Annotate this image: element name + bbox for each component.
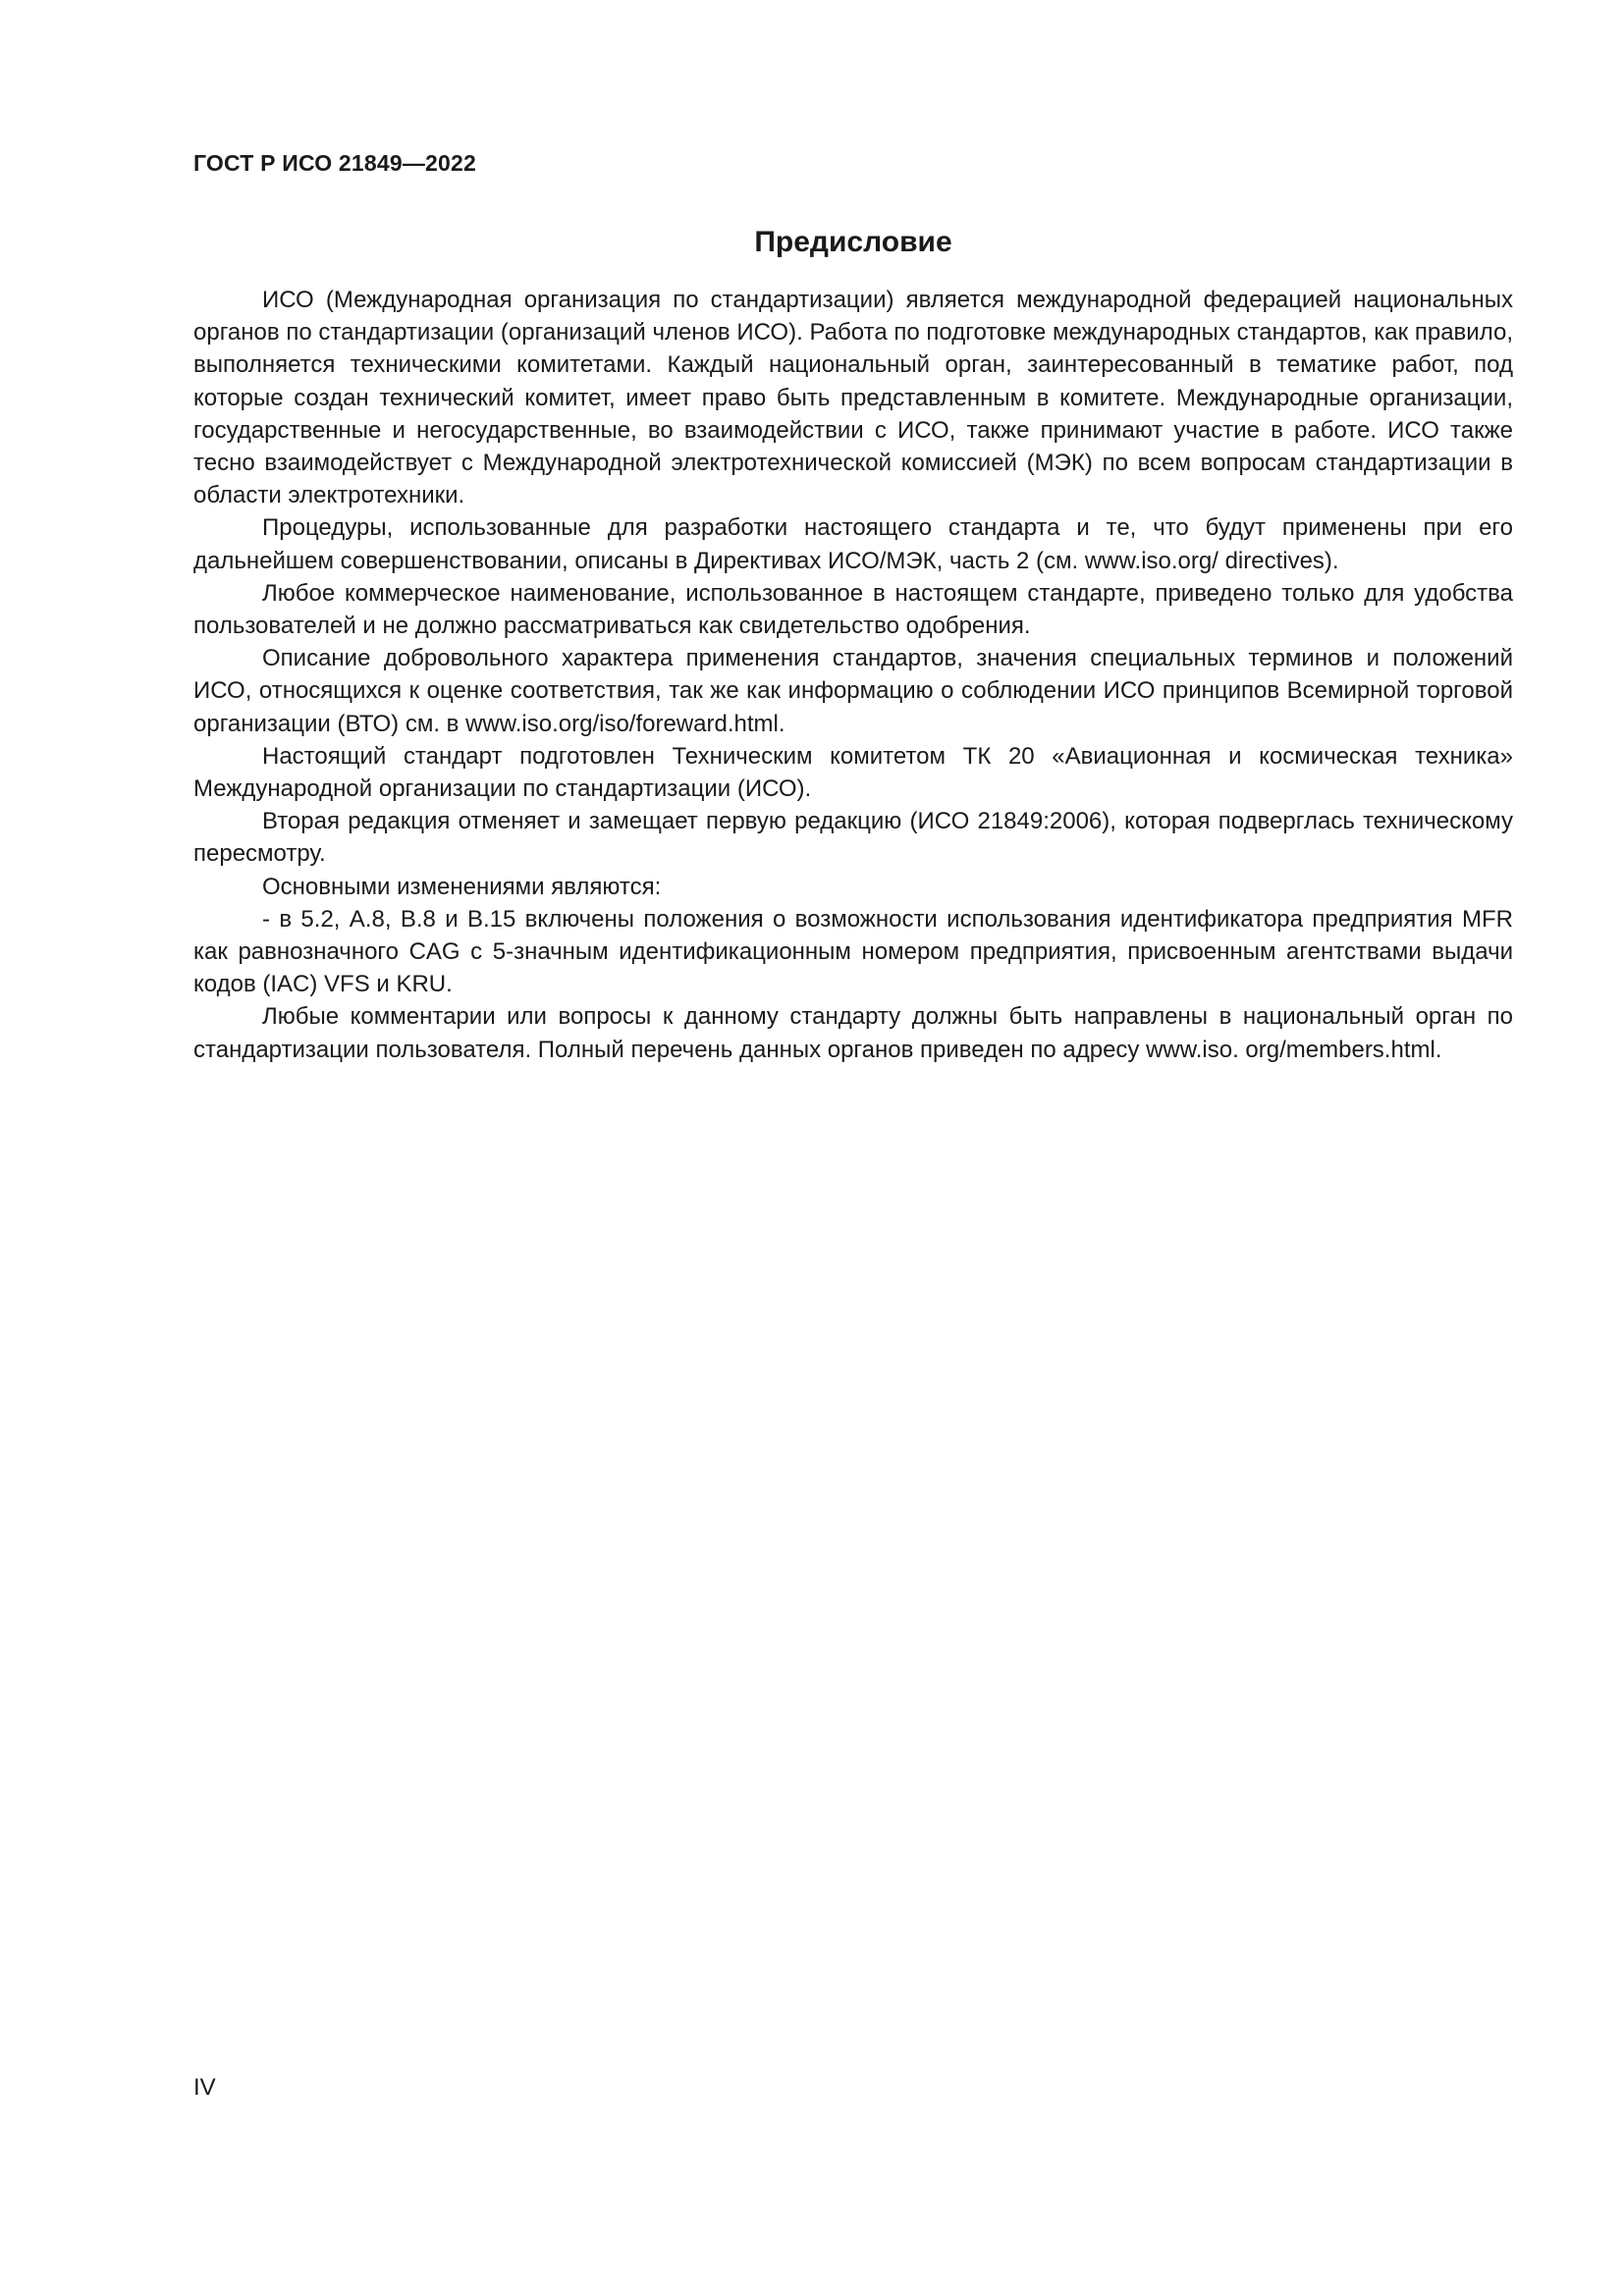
paragraph-committee: Настоящий стандарт подготовлен Техническим комитетом ТК 20 «Авиационная и космическая техника» Международной организации по стандартизации (ИСО). (193, 742, 1513, 803)
paragraph-edition: Вторая редакция отменяет и замещает первую редакцию (ИСО 21849:2006), которая подверглась техническому пересмотру. (193, 808, 1513, 868)
paragraph-changes-intro: Основными изменениями являются: (262, 873, 662, 900)
foreword-body (193, 284, 1513, 1066)
standard-id-header: ГОСТ Р ИСО 21849—2022 (193, 150, 477, 176)
page-title: Предисловие (754, 226, 952, 258)
paragraph-procedures: Процедуры, использованные для разработки настоящего стандарта и те, что будут применены при его дальнейшем совершенствовании, описаны в Директивах ИСО/МЭК, часть 2 (см. www.iso.org/ directives). (193, 514, 1513, 574)
page-number: IV (193, 2074, 216, 2101)
paragraph-trade-names: Любое коммерческое наименование, использованное в настоящем стандарте, приведено только для удобства пользователей и не должно рассматриваться как свидетельство одобрения. (193, 579, 1513, 640)
paragraph-comments: Любые комментарии или вопросы к данному стандарту должны быть направлены в национальный орган по стандартизации пользователя. Полный перечень данных органов приведен по адресу www.iso. org/members.html. (193, 1003, 1513, 1063)
paragraph-changes-item: - в 5.2, А.8, В.8 и В.15 включены положения о возможности использования идентификатора предприятия MFR как равнозначного CAG с 5-значным идентификационным номером предприятия, присвоенным агентствами выдачи кодов (IAC) VFS и KRU. (193, 905, 1513, 998)
paragraph-voluntary-nature: Описание добровольного характера применения стандартов, значения специальных терминов и положений ИСО, относящихся к оценке соответствия, так же как информацию о соблюдении ИСО принципов Всемирной торговой организации (ВТО) см. в www.iso.org/iso/foreward.html. (193, 645, 1513, 737)
paragraph-iso-intro: ИСО (Международная организация по стандартизации) является международной федерацией национальных органов по стандартизации (организаций членов ИСО). Работа по подготовке международных стандартов, как правило, выполняется техническими комитетами. Каждый национальный орган, заинтересованный в тематике работ, под которые создан технический комитет, имеет право быть представленным в комитете. Международные организации, государственные и негосударственные, во взаимодействии с ИСО, также принимают участие в работе. ИСО также тесно взаимодействует с Международной электротехнической комиссией (МЭК) по всем вопросам стандартизации в области электротехники. (193, 287, 1513, 509)
